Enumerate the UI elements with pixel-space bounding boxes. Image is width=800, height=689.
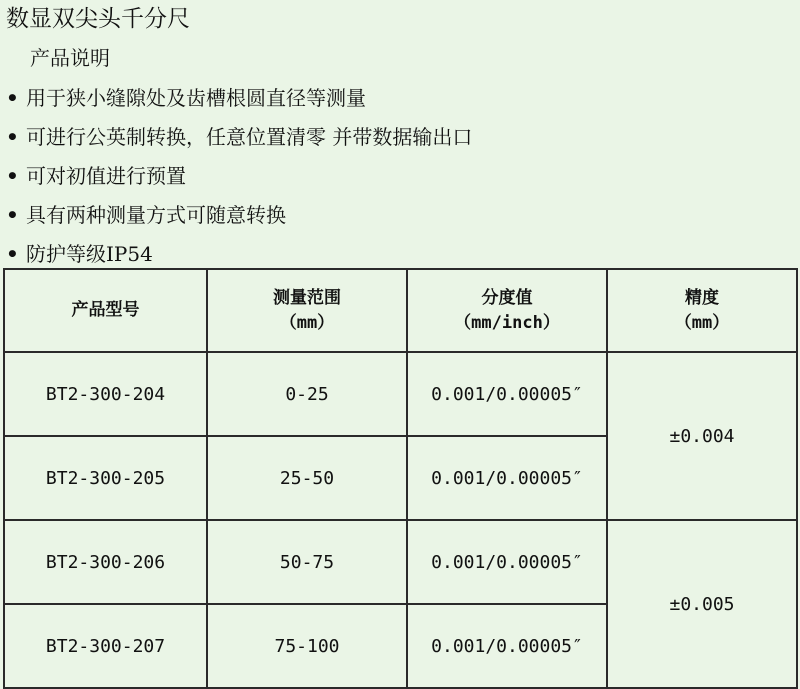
cell-range: 75-100	[207, 604, 407, 688]
feature-text: 用于狭小缝隙处及齿槽根圆直径等测量	[26, 86, 366, 110]
section-subtitle: 产品说明	[30, 46, 110, 70]
cell-resolution: 0.001/0.00005″	[407, 604, 607, 688]
feature-item	[6, 123, 472, 162]
cell-accuracy: ±0.004	[607, 352, 797, 520]
feature-list	[6, 84, 472, 279]
table-header-row	[4, 269, 797, 352]
bullet-icon: •	[6, 242, 19, 266]
cell-model: BT2-300-205	[4, 436, 207, 520]
header-range-label: 测量范围	[273, 287, 341, 308]
table-row	[4, 352, 797, 436]
feature-text: 可进行公英制转换，任意位置清零 并带数据输出口	[26, 125, 473, 149]
cell-accuracy: ±0.005	[607, 520, 797, 688]
page-title: 数显双尖头千分尺	[6, 6, 190, 32]
table-row	[4, 520, 797, 604]
header-range-unit: （mm）	[279, 312, 335, 333]
cell-range: 50-75	[207, 520, 407, 604]
cell-range: 0-25	[207, 352, 407, 436]
header-range	[207, 269, 407, 352]
bullet-icon: •	[6, 164, 19, 188]
header-model	[4, 269, 207, 352]
feature-item	[6, 201, 472, 240]
feature-text: 可对初值进行预置	[26, 164, 186, 188]
header-accuracy-unit: （mm）	[674, 312, 730, 333]
header-model-label: 产品型号	[71, 300, 140, 320]
bullet-icon: •	[6, 86, 19, 110]
cell-model: BT2-300-204	[4, 352, 207, 436]
bullet-icon: •	[6, 125, 19, 149]
bullet-icon: •	[6, 203, 19, 227]
cell-resolution: 0.001/0.00005″	[407, 352, 607, 436]
header-resolution	[407, 269, 607, 352]
header-accuracy-label: 精度	[685, 287, 719, 308]
header-accuracy	[607, 269, 797, 352]
cell-resolution: 0.001/0.00005″	[407, 520, 607, 604]
cell-resolution: 0.001/0.00005″	[407, 436, 607, 520]
feature-text: 防护等级IP54	[26, 242, 153, 266]
feature-item	[6, 84, 472, 123]
cell-model: BT2-300-206	[4, 520, 207, 604]
header-resolution-label: 分度值	[481, 287, 533, 308]
feature-item	[6, 162, 472, 201]
header-resolution-unit: （mm/inch）	[454, 312, 560, 333]
cell-range: 25-50	[207, 436, 407, 520]
spec-table	[3, 268, 798, 689]
feature-text: 具有两种测量方式可随意转换	[26, 203, 286, 227]
cell-model: BT2-300-207	[4, 604, 207, 688]
